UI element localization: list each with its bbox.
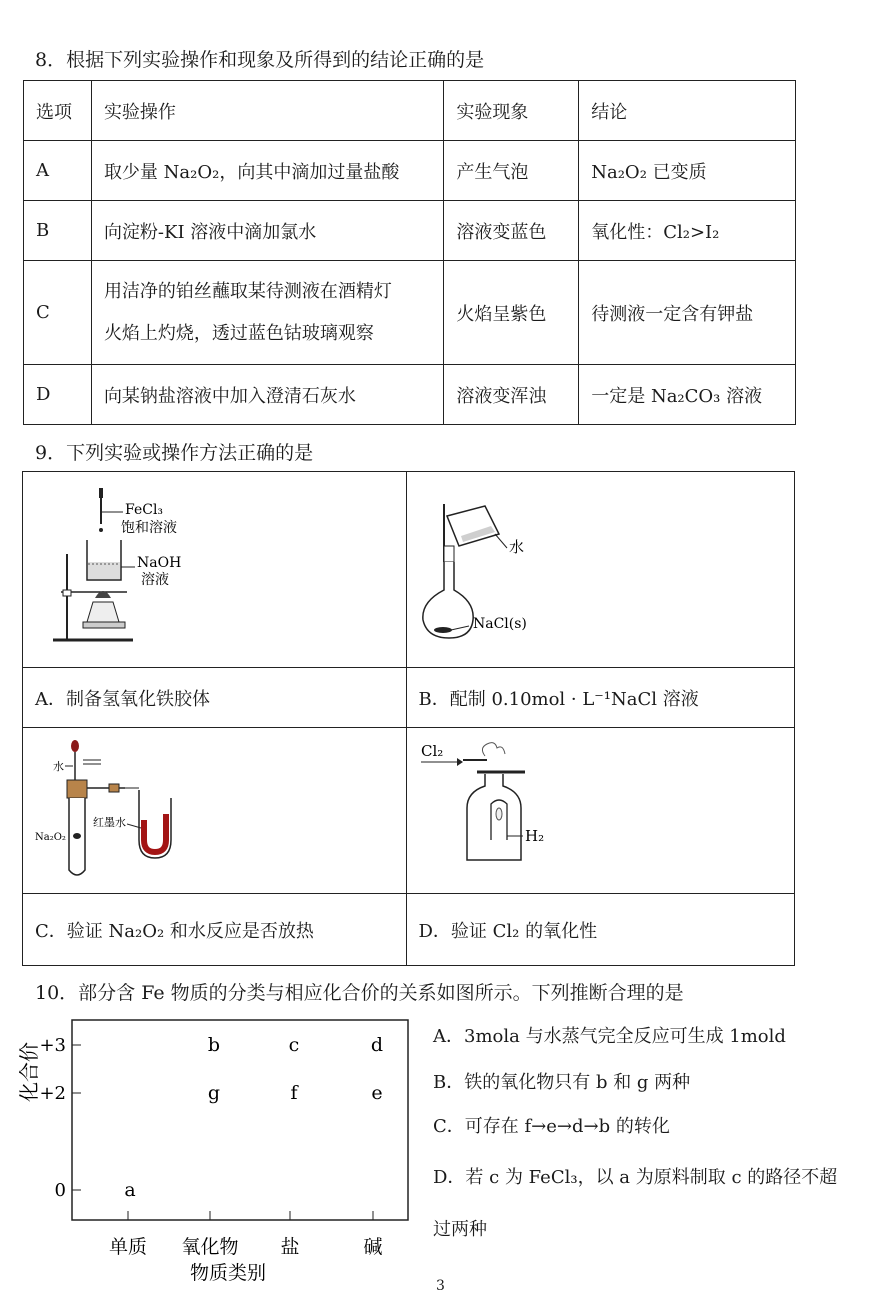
conclusion-cell: 待测液一定含有钾盐 — [579, 261, 796, 365]
q10-title: 10．部分含 Fe 物质的分类与相应化合价的关系如图所示。下列推断合理的是 — [35, 982, 684, 1004]
figure-c-cell — [23, 728, 407, 894]
option-a: A．3mola 与水蒸气完全反应可生成 1mold — [433, 1026, 786, 1047]
table-row — [24, 201, 796, 261]
x-axis-label: 物质类别 — [189, 1262, 267, 1282]
data-point-label: b — [207, 1034, 221, 1056]
fecl3-label: FeCl₃ — [125, 502, 164, 518]
water-label: 水 — [508, 538, 524, 556]
data-point-label: c — [288, 1034, 300, 1056]
h2-label: H₂ — [524, 827, 544, 845]
q8-table — [23, 80, 796, 425]
data-point-label: a — [124, 1179, 136, 1201]
x-tick-label: 碱 — [363, 1236, 383, 1258]
data-point-label: e — [371, 1082, 383, 1104]
conclusion-cell: 一定是 Na₂CO₃ 溶液 — [579, 365, 796, 425]
option-cell: D — [24, 365, 92, 425]
phenomenon-cell: 产生气泡 — [444, 141, 579, 201]
x-tick-label: 氧化物 — [181, 1236, 239, 1258]
header-cell: 实验操作 — [91, 81, 443, 141]
operation-line: 火焰上灼烧，透过蓝色钴玻璃观察 — [103, 322, 374, 344]
option-cell: A — [24, 141, 92, 201]
option-cell: C — [24, 261, 92, 365]
q8-title: 8．根据下列实验操作和现象及所得到的结论正确的是 — [35, 49, 485, 71]
operation-cell: 向淀粉-KI 溶液中滴加氯水 — [91, 201, 443, 261]
plot-frame — [72, 1020, 408, 1220]
valence-chart — [0, 1010, 420, 1282]
conclusion-cell: Na₂O₂ 已变质 — [579, 141, 796, 201]
y-tick-label: 0 — [54, 1180, 66, 1201]
naoh-label: NaOH — [137, 555, 182, 571]
operation-cell: 向某钠盐溶液中加入澄清石灰水 — [91, 365, 443, 425]
figure-a-apparatus — [23, 472, 403, 662]
data-point-label: f — [290, 1082, 298, 1104]
figure-b-caption: B．配制 0.10mol · L⁻¹NaCl 溶液 — [406, 668, 795, 728]
q9-title: 9．下列实验或操作方法正确的是 — [35, 442, 314, 464]
operation-line: 用洁净的铂丝蘸取某待测液在酒精灯 — [103, 280, 392, 302]
nacl-label: NaCl(s) — [472, 616, 527, 632]
figure-b-cell — [406, 472, 795, 668]
conclusion-cell: 氧化性：Cl₂>I₂ — [579, 201, 796, 261]
x-tick-label: 单质 — [108, 1236, 148, 1258]
header-cell: 实验现象 — [444, 81, 579, 141]
fecl3-sub-label: 饱和溶液 — [121, 520, 177, 536]
naoh-sub-label: 溶液 — [141, 572, 169, 588]
data-point-label: d — [370, 1034, 384, 1056]
table-row — [24, 141, 796, 201]
option-d-line1: D．若 c 为 FeCl₃，以 a 为原料制取 c 的路径不超 — [433, 1167, 838, 1188]
header-cell: 选项 — [24, 81, 92, 141]
table-header-row — [24, 81, 796, 141]
y-tick-label: +3 — [39, 1035, 66, 1056]
ink-label: 红墨水 — [93, 816, 126, 829]
table-row — [24, 261, 796, 365]
figure-c-apparatus — [23, 728, 403, 888]
cl2-label: Cl₂ — [420, 742, 443, 760]
phenomenon-cell: 溶液变浑浊 — [444, 365, 579, 425]
figure-b-apparatus — [407, 472, 792, 662]
y-axis-label: 化合价 — [17, 1042, 41, 1102]
page-number: 3 — [436, 1278, 445, 1294]
water-label: 水 — [53, 760, 64, 773]
na2o2-label: Na₂O₂ — [35, 832, 66, 843]
option-d-line2: 过两种 — [433, 1219, 487, 1240]
y-tick-label: +2 — [39, 1083, 66, 1104]
phenomenon-cell: 溶液变蓝色 — [444, 201, 579, 261]
data-point-label: g — [207, 1082, 221, 1104]
option-c: C．可存在 f→e→d→b 的转化 — [433, 1116, 670, 1137]
figure-d-caption: D．验证 Cl₂ 的氧化性 — [406, 894, 795, 966]
operation-cell: 取少量 Na₂O₂，向其中滴加过量盐酸 — [91, 141, 443, 201]
phenomenon-cell: 火焰呈紫色 — [444, 261, 579, 365]
figure-c-caption: C．验证 Na₂O₂ 和水反应是否放热 — [23, 894, 407, 966]
operation-cell — [91, 261, 443, 365]
figure-a-caption: A．制备氢氧化铁胶体 — [23, 668, 407, 728]
option-cell: B — [24, 201, 92, 261]
figure-a-cell — [23, 472, 407, 668]
option-b: B．铁的氧化物只有 b 和 g 两种 — [433, 1072, 691, 1093]
table-row — [24, 365, 796, 425]
header-cell: 结论 — [579, 81, 796, 141]
figure-d-apparatus — [407, 728, 792, 888]
x-tick-label: 盐 — [280, 1236, 300, 1258]
figure-d-cell — [406, 728, 795, 894]
q9-table — [22, 471, 795, 966]
